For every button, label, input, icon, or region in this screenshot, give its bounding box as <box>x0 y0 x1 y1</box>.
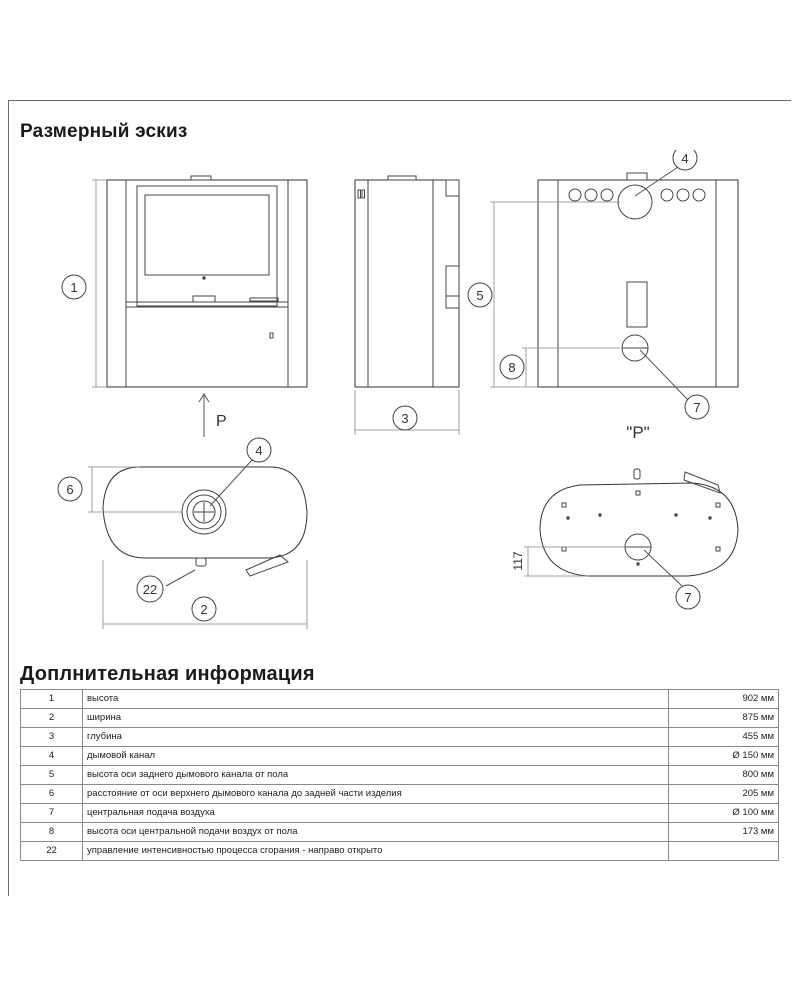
label-5: 5 <box>476 288 484 303</box>
top-view <box>88 460 307 629</box>
table-row <box>21 823 779 842</box>
row-description: центральная подача воздуха <box>83 804 669 823</box>
label-7-back: 7 <box>693 400 701 415</box>
bottom-view <box>524 469 738 586</box>
label-7-bottom: 7 <box>684 590 692 605</box>
view-arrow-label: P <box>216 413 227 430</box>
row-value: 875 мм <box>669 709 779 728</box>
row-value: Ø 150 мм <box>669 747 779 766</box>
table-row <box>21 766 779 785</box>
info-title: Доплнительная информация <box>20 663 315 685</box>
row-value: Ø 100 мм <box>669 804 779 823</box>
row-value: 902 мм <box>669 690 779 709</box>
table-row <box>21 728 779 747</box>
label-117: 117 <box>511 551 525 571</box>
label-2: 2 <box>200 602 208 617</box>
row-description: управление интенсивностью процесса сгорания - направо открыто <box>83 842 669 861</box>
row-description: дымовой канал <box>83 747 669 766</box>
row-description: ширина <box>83 709 669 728</box>
row-description: расстояние от оси верхнего дымового канала до задней части изделия <box>83 785 669 804</box>
label-8: 8 <box>508 360 516 375</box>
row-number: 2 <box>21 709 83 728</box>
view-p-caption: "P" <box>626 423 650 442</box>
table-row <box>21 709 779 728</box>
row-description: высота <box>83 690 669 709</box>
row-number: 22 <box>21 842 83 861</box>
row-number: 7 <box>21 804 83 823</box>
dimension-sketch <box>0 150 800 640</box>
row-description: глубина <box>83 728 669 747</box>
row-description: высота оси центральной подачи воздух от пола <box>83 823 669 842</box>
front-view <box>92 176 307 437</box>
row-value: 173 мм <box>669 823 779 842</box>
label-1: 1 <box>70 280 78 295</box>
row-number: 8 <box>21 823 83 842</box>
table-row <box>21 804 779 823</box>
row-description: высота оси заднего дымового канала от пола <box>83 766 669 785</box>
sketch-title: Размерный эскиз <box>20 121 188 142</box>
row-number: 3 <box>21 728 83 747</box>
row-value: 800 мм <box>669 766 779 785</box>
label-22: 22 <box>142 582 158 597</box>
label-3: 3 <box>401 411 409 426</box>
row-value <box>669 842 779 861</box>
info-table <box>20 689 779 861</box>
label-4-top: 4 <box>255 443 263 458</box>
row-number: 4 <box>21 747 83 766</box>
label-4-back: 4 <box>681 151 689 166</box>
side-view <box>355 176 459 435</box>
row-number: 5 <box>21 766 83 785</box>
label-6: 6 <box>66 482 74 497</box>
row-value: 455 мм <box>669 728 779 747</box>
row-number: 1 <box>21 690 83 709</box>
table-row <box>21 785 779 804</box>
row-number: 6 <box>21 785 83 804</box>
table-row <box>21 747 779 766</box>
back-view <box>490 167 738 400</box>
table-row <box>21 842 779 861</box>
table-row <box>21 690 779 709</box>
row-value: 205 мм <box>669 785 779 804</box>
